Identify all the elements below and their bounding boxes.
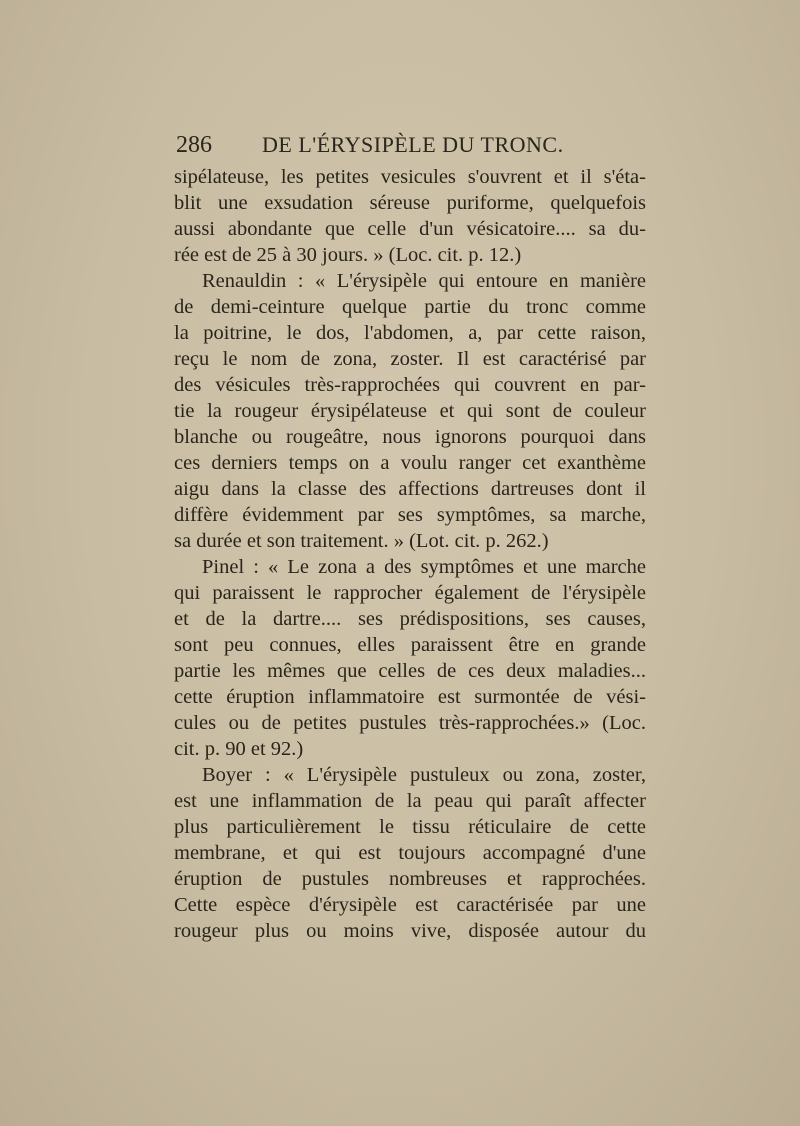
text-line: la poitrine, le dos, l'abdomen, a, par cette raison, bbox=[174, 322, 646, 344]
text-line: sipélateuse, les petites vesicules s'ouvrent et il s'éta- bbox=[174, 166, 646, 188]
text-line: sa durée et son traitement. » (Lot. cit. p. 262.) bbox=[174, 530, 549, 552]
page-header bbox=[176, 128, 646, 162]
body-text bbox=[174, 164, 646, 944]
text-line: éruption de pustules nombreuses et rapprochées. bbox=[174, 868, 646, 890]
text-line: aussi abondante que celle d'un vésicatoire.... sa du- bbox=[174, 218, 646, 240]
text-line: aigu dans la classe des affections dartreuses dont il bbox=[174, 478, 646, 500]
text-line: ces derniers temps on a voulu ranger cet exanthème bbox=[174, 452, 646, 474]
text-line: Cette espèce d'érysipèle est caractérisée par une bbox=[174, 894, 646, 916]
text-line: blanche ou rougeâtre, nous ignorons pourquoi dans bbox=[174, 426, 646, 448]
text-line: blit une exsudation séreuse puriforme, quelquefois bbox=[174, 192, 646, 214]
running-title: DE L'ÉRYSIPÈLE DU TRONC. bbox=[262, 132, 564, 157]
text-line: et de la dartre.... ses prédispositions, ses causes, bbox=[174, 608, 646, 630]
text-line: cit. p. 90 et 92.) bbox=[174, 738, 304, 760]
text-line: diffère évidemment par ses symptômes, sa marche, bbox=[174, 504, 646, 526]
page-number: 286 bbox=[176, 132, 212, 158]
text-line: qui paraissent le rapprocher également de l'érysipèle bbox=[174, 582, 646, 604]
text-line: rougeur plus ou moins vive, disposée autour du bbox=[174, 920, 646, 942]
text-line: membrane, et qui est toujours accompagné d'une bbox=[174, 842, 646, 864]
text-line: Boyer : « L'érysipèle pustuleux ou zona, zoster, bbox=[202, 764, 646, 786]
text-line: sont peu connues, elles paraissent être en grande bbox=[174, 634, 646, 656]
text-line: Renauldin : « L'érysipèle qui entoure en manière bbox=[202, 270, 646, 292]
text-line: des vésicules très-rapprochées qui couvrent en par- bbox=[174, 374, 646, 396]
text-line: est une inflammation de la peau qui paraît affecter bbox=[174, 790, 646, 812]
text-line: tie la rougeur érysipélateuse et qui sont de couleur bbox=[174, 400, 646, 422]
text-line: Pinel : « Le zona a des symptômes et une marche bbox=[202, 556, 646, 578]
text-line: rée est de 25 à 30 jours. » (Loc. cit. p. 12.) bbox=[174, 244, 522, 266]
text-line: plus particulièrement le tissu réticulaire de cette bbox=[174, 816, 646, 838]
text-line: partie les mêmes que celles de ces deux maladies... bbox=[174, 660, 646, 682]
text-line: cette éruption inflammatoire est surmontée de vési- bbox=[174, 686, 646, 708]
text-line: de demi-ceinture quelque partie du tronc comme bbox=[174, 296, 646, 318]
text-line: cules ou de petites pustules très-rapprochées.» (Loc. bbox=[174, 712, 646, 734]
text-line: reçu le nom de zona, zoster. Il est caractérisé par bbox=[174, 348, 646, 370]
